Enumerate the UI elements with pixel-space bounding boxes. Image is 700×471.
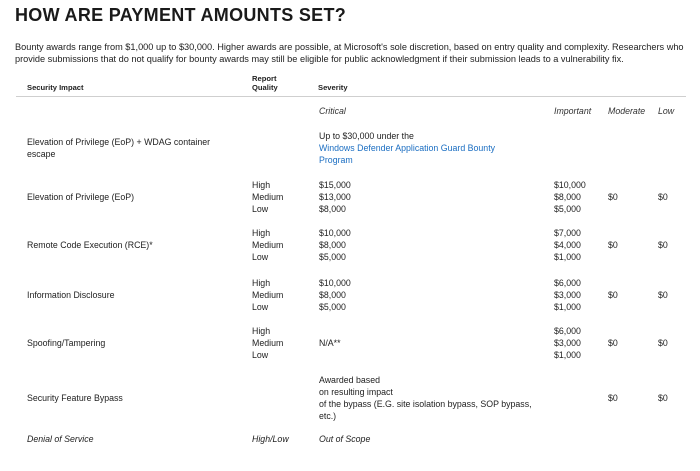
- amount: $8,000: [319, 290, 346, 300]
- quality-high: High: [252, 180, 271, 190]
- row-eop-wdag-critical: [319, 130, 519, 166]
- quality-high: High: [252, 228, 271, 238]
- row-rce-low: $0: [658, 240, 668, 250]
- row-rce-important: [554, 227, 581, 263]
- amount: $1,000: [554, 302, 581, 312]
- header-report-quality-line1: Report: [252, 74, 277, 83]
- quality-high: High: [252, 278, 271, 288]
- quality-low: Low: [252, 204, 269, 214]
- row-eop-impact: Elevation of Privilege (EoP): [27, 192, 135, 202]
- row-spoof-moderate: $0: [608, 338, 618, 348]
- amount: $3,000: [554, 290, 581, 300]
- intro-paragraph: Bounty awards range from $1,000 up to $30,000. Higher awards are possible, at Microsoft's sole discretion, based on entry quality and complexity. Researchers who provide submissions that do not qualify for bounty awards may still be eligible for public acknowledgment if their submission leads to a vulnerability fix.: [15, 42, 684, 65]
- quality-medium: Medium: [252, 240, 284, 250]
- row-info-moderate: $0: [608, 290, 618, 300]
- header-report-quality-line2: Quality: [252, 83, 278, 92]
- row-spoof-critical: N/A**: [319, 338, 341, 348]
- row-spoof-impact: Spoofing/Tampering: [27, 338, 106, 348]
- row-info-low: $0: [658, 290, 668, 300]
- row-rce-impact: Remote Code Execution (RCE)*: [27, 240, 153, 250]
- row-spoof-important: [554, 325, 581, 361]
- amount: $8,000: [319, 240, 346, 250]
- row-eop-moderate: $0: [608, 192, 618, 202]
- amount: $5,000: [554, 204, 581, 214]
- row-sfb-low: $0: [658, 393, 668, 403]
- row-spoof-quality: [252, 325, 283, 361]
- row-rce-critical: [319, 227, 351, 263]
- amount: $6,000: [554, 326, 581, 336]
- row-eop-low: $0: [658, 192, 668, 202]
- amount: $6,000: [554, 278, 581, 288]
- quality-low: Low: [252, 302, 269, 312]
- amount: $4,000: [554, 240, 581, 250]
- row-eop-quality: [252, 179, 283, 215]
- amount: $7,000: [554, 228, 581, 238]
- amount: $10,000: [319, 278, 351, 288]
- quality-medium: Medium: [252, 290, 284, 300]
- severity-low-label: Low: [658, 106, 675, 116]
- amount: $10,000: [319, 228, 351, 238]
- row-info-quality: [252, 277, 283, 313]
- severity-important-label: Important: [554, 106, 592, 116]
- row-rce-moderate: $0: [608, 240, 618, 250]
- row-sfb-moderate: $0: [608, 393, 618, 403]
- row-eop-important: [554, 179, 586, 215]
- row-eop-wdag-impact: Elevation of Privilege (EoP) + WDAG container escape: [27, 137, 211, 159]
- row-spoof-low: $0: [658, 338, 668, 348]
- quality-medium: Medium: [252, 192, 284, 202]
- amount: $1,000: [554, 350, 581, 360]
- text-line: of the bypass (E.G. site isolation bypass, SOP bypass,: [319, 399, 532, 409]
- quality-low: Low: [252, 252, 269, 262]
- row-rce-quality: [252, 227, 283, 263]
- severity-critical-label: Critical: [319, 106, 346, 116]
- row-info-critical: [319, 277, 351, 313]
- amount: $1,000: [554, 252, 581, 262]
- page-title: HOW ARE PAYMENT AMOUNTS SET?: [15, 5, 347, 25]
- row-info-impact: Information Disclosure: [27, 290, 115, 300]
- wdag-bounty-program-link[interactable]: Windows Defender Application Guard Bounty Program: [319, 143, 496, 165]
- row-info-important: [554, 277, 581, 313]
- text-line: Awarded based: [319, 375, 380, 385]
- amount: $13,000: [319, 192, 351, 202]
- text-line: on resulting impact: [319, 387, 393, 397]
- row-eop-critical: [319, 179, 351, 215]
- row-dos-impact: Denial of Service: [27, 434, 94, 444]
- amount: $8,000: [554, 192, 581, 202]
- amount: $5,000: [319, 302, 346, 312]
- row-eop-wdag-critical-text: Up to $30,000 under the: [319, 131, 414, 141]
- row-dos-quality: High/Low: [252, 434, 289, 444]
- severity-moderate-label: Moderate: [608, 106, 646, 116]
- quality-medium: Medium: [252, 338, 284, 348]
- amount: $15,000: [319, 180, 351, 190]
- header-severity: Severity: [318, 83, 348, 92]
- amount: $8,000: [319, 204, 346, 214]
- amount: $3,000: [554, 338, 581, 348]
- amount: $10,000: [554, 180, 586, 190]
- header-security-impact: Security Impact: [27, 83, 84, 92]
- row-sfb-critical: [319, 374, 549, 422]
- header-divider: [16, 96, 686, 97]
- row-sfb-impact: Security Feature Bypass: [27, 393, 123, 403]
- row-dos-critical: Out of Scope: [319, 434, 371, 444]
- quality-low: Low: [252, 350, 269, 360]
- amount: $5,000: [319, 252, 346, 262]
- quality-high: High: [252, 326, 271, 336]
- text-line: etc.): [319, 411, 337, 421]
